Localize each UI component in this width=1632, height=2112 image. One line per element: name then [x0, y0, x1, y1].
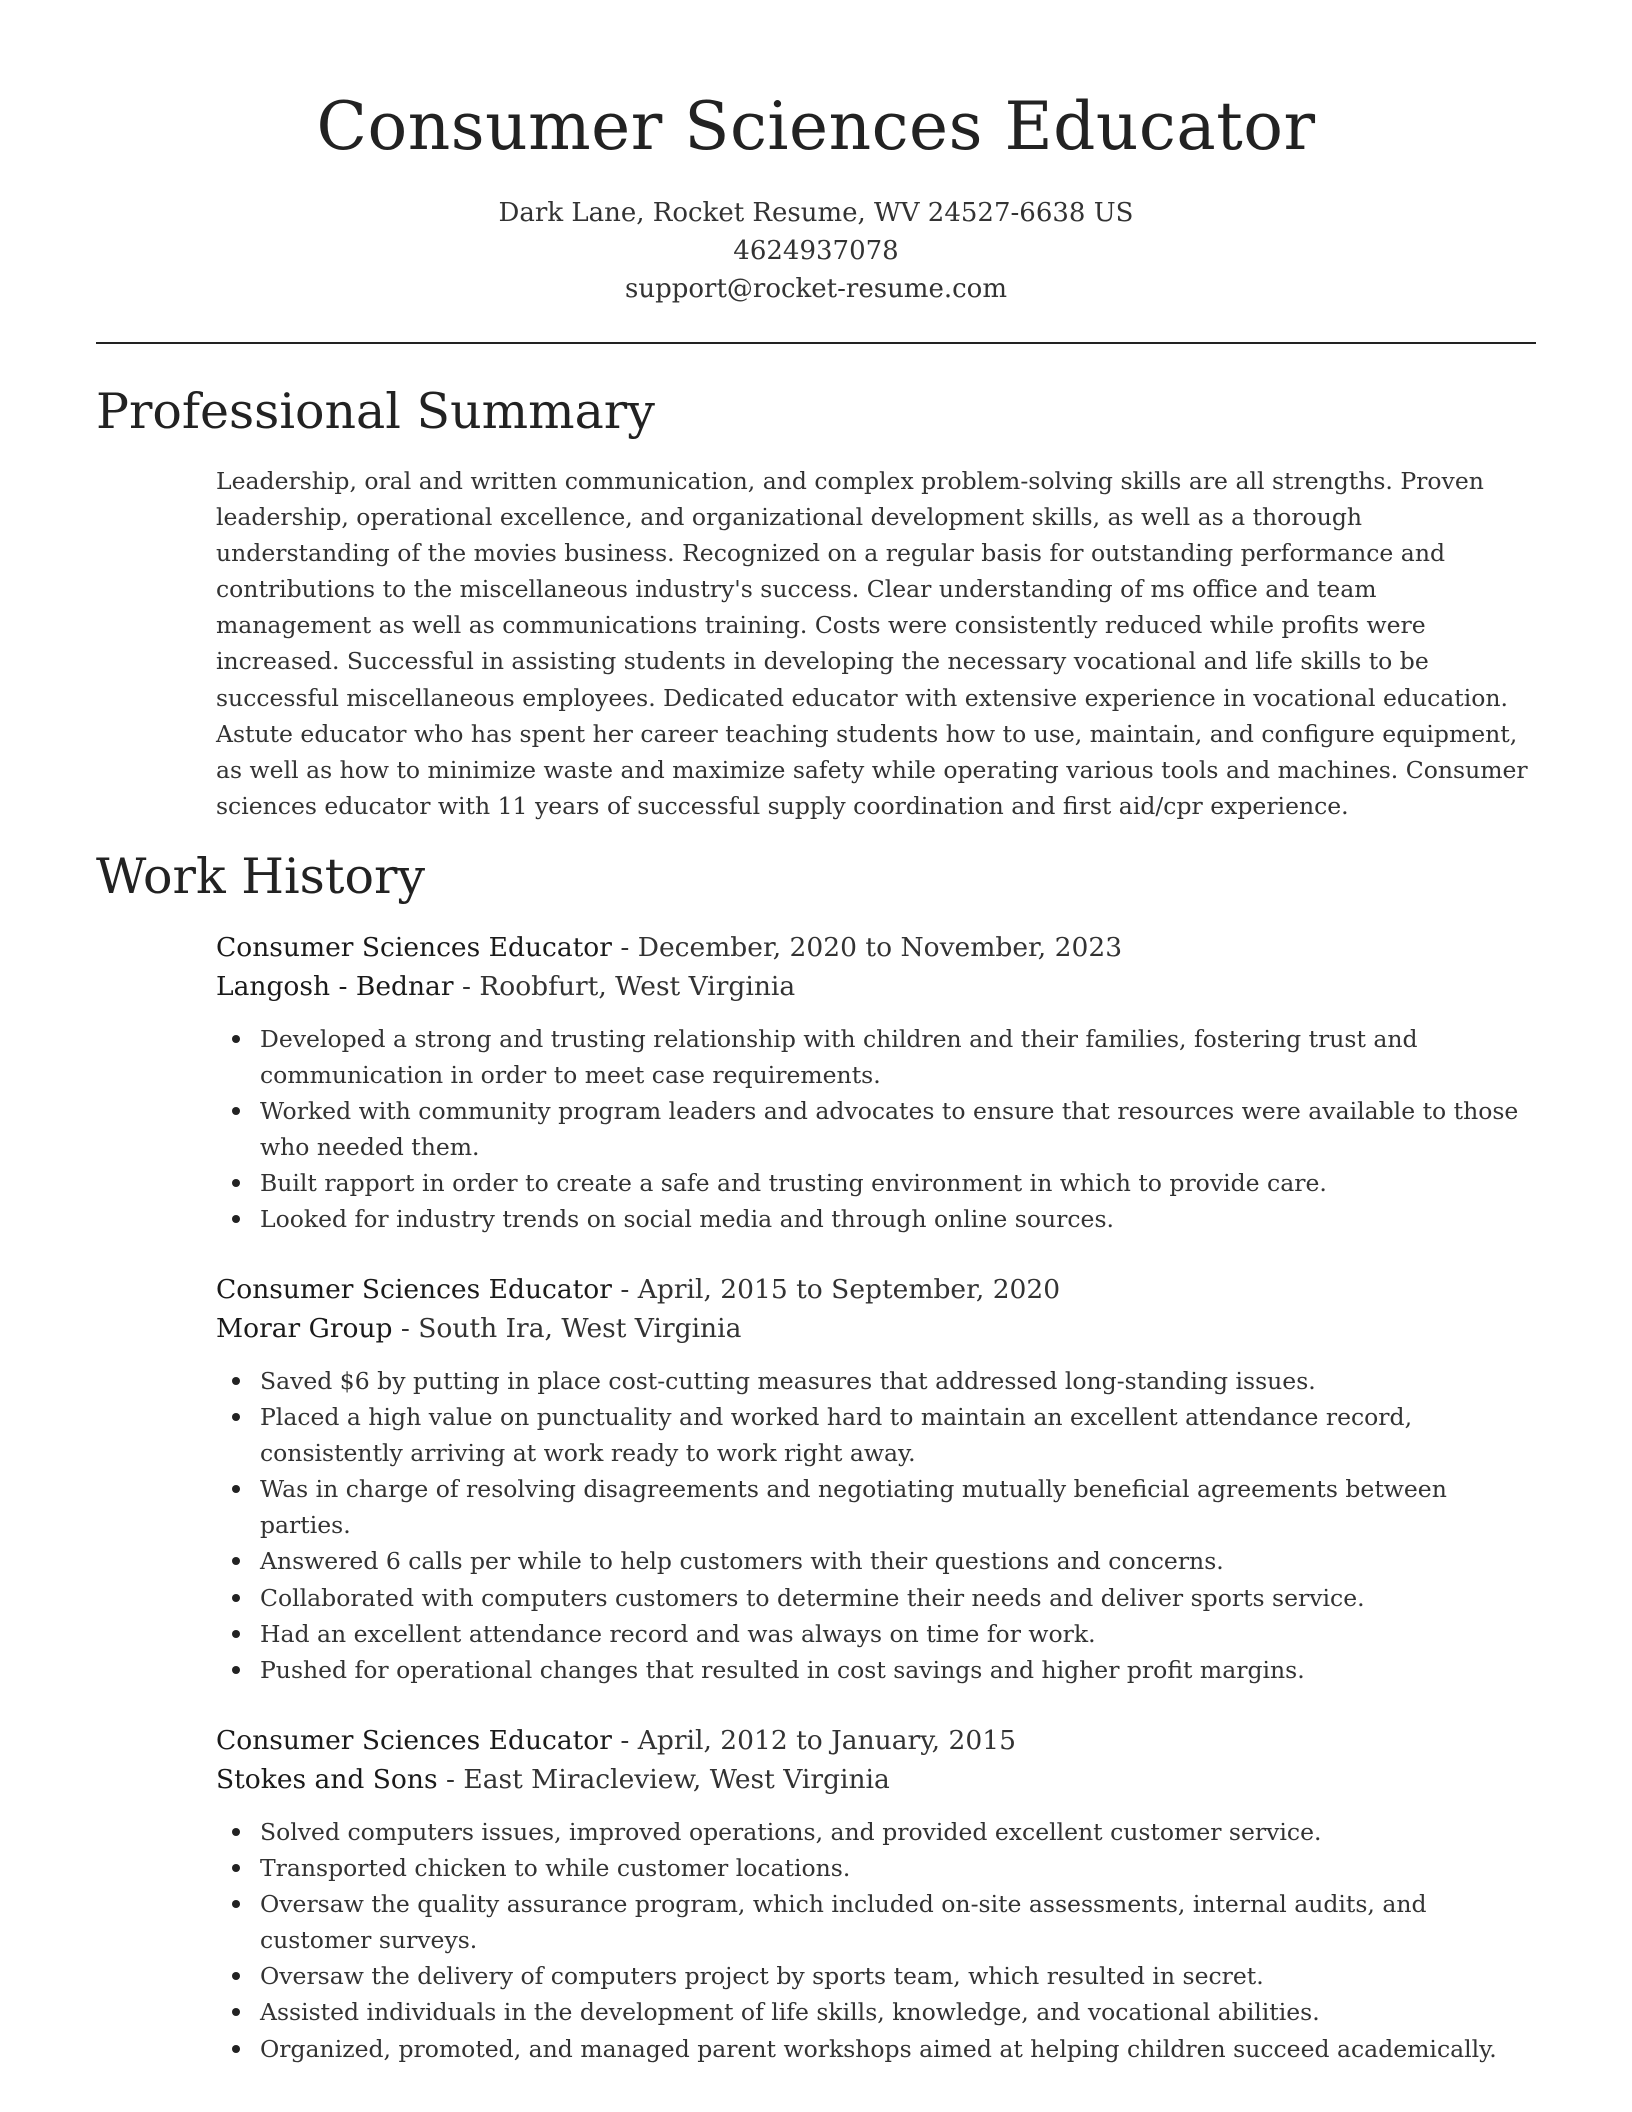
job-role: Consumer Sciences Educator — [216, 1274, 612, 1305]
job-company-line — [216, 1760, 1538, 1799]
job-bullet: Transported chicken to while customer locations. — [260, 1850, 1538, 1886]
job-bullet: Pushed for operational changes that resulted in cost savings and higher profit margins. — [260, 1652, 1538, 1688]
job-bullet: Developed a strong and trusting relationship with children and their families, fostering trust and communication in order to meet case requirements. — [260, 1021, 1538, 1093]
summary-text: Leadership, oral and written communication, and complex problem-solving skills are all strengths. Proven leadership, operational excellence, and organizational development skills, as well as a thorough understanding of the movies business. Recognized on a regular basis for outstanding performance and contributions to the miscellaneous industry's success. Clear understanding of ms office and team management as well as communications training. Costs were consistently reduced while profits were increased. Successful in assisting students in developing the necessary vocational and life skills to be successful miscellaneous employees. Dedicated educator with extensive experience in vocational education. Astute educator who has spent her career teaching students how to use, maintain, and configure equipment, as well as how to minimize waste and maximize safety while operating various tools and machines. Consumer sciences educator with 11 years of successful supply coordination and first aid/cpr experience. — [216, 467, 1528, 820]
job-bullet: Looked for industry trends on social media and through online sources. — [260, 1201, 1538, 1237]
job-bullet: Organized, promoted, and managed parent workshops aimed at helping children succeed academically. — [260, 2031, 1538, 2067]
job-bullet: Collaborated with computers customers to determine their needs and deliver sports service. — [260, 1580, 1538, 1616]
job-company: Langosh - Bednar — [216, 971, 454, 1002]
job-entry — [216, 1721, 1538, 2067]
job-company: Morar Group — [216, 1313, 393, 1344]
job-role: Consumer Sciences Educator — [216, 932, 612, 963]
job-entry — [216, 1270, 1538, 1688]
job-location: - South Ira, West Virginia — [392, 1313, 742, 1344]
resume-header — [0, 0, 1632, 308]
job-location: - East Miracleview, West Virginia — [437, 1764, 890, 1795]
job-bullet: Answered 6 calls per while to help customers with their questions and concerns. — [260, 1543, 1538, 1579]
job-bullet: Placed a high value on punctuality and worked hard to maintain an excellent attendance record, consistently arriving at work ready to work right away. — [260, 1399, 1538, 1471]
job-title-line — [216, 928, 1538, 967]
address: Dark Lane, Rocket Resume, WV 24527-6638 US — [498, 198, 1134, 228]
job-bullet: Worked with community program leaders and advocates to ensure that resources were available to those who needed them. — [260, 1093, 1538, 1165]
job-bullets — [216, 1021, 1538, 1238]
email-address: support@rocket-resume.com — [624, 274, 1007, 304]
job-bullet: Oversaw the delivery of computers project by sports team, which resulted in secret. — [260, 1958, 1538, 1994]
work-history-heading: Work History — [96, 848, 426, 905]
job-company-line — [216, 967, 1538, 1006]
job-bullet: Assisted individuals in the development of life skills, knowledge, and vocational abilities. — [260, 1994, 1538, 2030]
job-dates: - April, 2015 to September, 2020 — [611, 1274, 1061, 1305]
job-bullet: Solved computers issues, improved operations, and provided excellent customer service. — [260, 1814, 1538, 1850]
summary-heading: Professional Summary — [96, 383, 655, 440]
job-company: Stokes and Sons — [216, 1764, 438, 1795]
job-role: Consumer Sciences Educator — [216, 1725, 612, 1756]
job-dates: - April, 2012 to January, 2015 — [611, 1725, 1016, 1756]
contact-info — [0, 194, 1632, 308]
job-entry — [216, 928, 1538, 1238]
phone-number: 4624937078 — [733, 236, 899, 266]
job-bullets — [216, 1814, 1538, 2067]
job-company-line — [216, 1309, 1538, 1348]
job-bullet: Was in charge of resolving disagreements and negotiating mutually beneficial agreements between parties. — [260, 1471, 1538, 1543]
header-divider — [96, 342, 1536, 344]
candidate-name: Consumer Sciences Educator — [316, 88, 1316, 165]
job-bullets — [216, 1363, 1538, 1688]
job-bullet: Oversaw the quality assurance program, which included on-site assessments, internal audits, and customer surveys. — [260, 1886, 1538, 1958]
job-title-line — [216, 1270, 1538, 1309]
job-bullet: Built rapport in order to create a safe and trusting environment in which to provide care. — [260, 1165, 1538, 1201]
job-bullet: Saved $6 by putting in place cost-cutting measures that addressed long-standing issues. — [260, 1363, 1538, 1399]
job-title-line — [216, 1721, 1538, 1760]
job-bullet: Had an excellent attendance record and was always on time for work. — [260, 1616, 1538, 1652]
job-location: - Roobfurt, West Virginia — [453, 971, 796, 1002]
job-dates: - December, 2020 to November, 2023 — [611, 932, 1123, 963]
